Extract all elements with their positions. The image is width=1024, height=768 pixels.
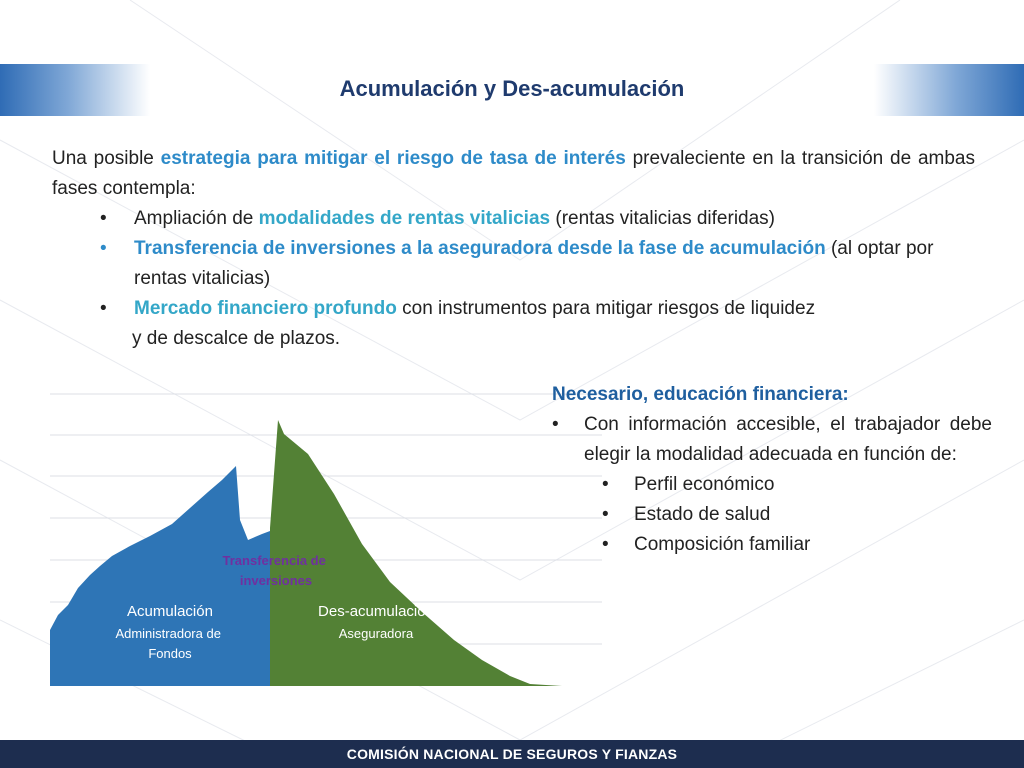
list-item bbox=[100, 294, 976, 324]
accumulation-diagram bbox=[50, 390, 610, 690]
intro-text: Una posible bbox=[52, 148, 161, 169]
financial-education-panel bbox=[552, 380, 992, 560]
intro-paragraph bbox=[52, 144, 975, 204]
list-item bbox=[602, 470, 992, 500]
list-item bbox=[100, 234, 976, 294]
accumulation-sublabel-line: Administradora de bbox=[115, 626, 221, 641]
list-item bbox=[552, 410, 992, 470]
bullet-icon: • bbox=[602, 504, 609, 525]
transfer-label-line: inversiones bbox=[239, 573, 313, 588]
list-item bbox=[602, 530, 992, 560]
intro-rest: prevaleciente en la transición de ambas fases contempla: bbox=[52, 148, 975, 199]
accumulation-label: Acumulación bbox=[127, 603, 213, 620]
bullet-highlight: Mercado financiero profundo bbox=[134, 298, 397, 319]
bullet-highlight: modalidades de rentas vitalicias bbox=[258, 208, 551, 229]
bullet-text: con instrumentos para mitigar riesgos de liquidez bbox=[396, 298, 816, 319]
factor-list bbox=[552, 470, 992, 560]
list-item bbox=[602, 500, 992, 530]
factor-text: Composición familiar bbox=[634, 534, 811, 555]
accumulation-sublabel-line: Fondos bbox=[148, 646, 192, 661]
bullet-text: (rentas vitalicias diferidas) bbox=[550, 208, 776, 229]
transfer-label-line: Transferencia de bbox=[222, 553, 326, 568]
bullet-continuation: y de descalce de plazos. bbox=[132, 328, 341, 349]
bullet-text: Con información accesible, el trabajador debe elegir la modalidad adecuada en función de: bbox=[584, 414, 992, 465]
footer-bar: COMISIÓN NACIONAL DE SEGUROS Y FIANZAS bbox=[0, 740, 1024, 768]
panel-heading: Necesario, educación financiera: bbox=[552, 384, 849, 405]
bullet-text: (al optar por rentas vitalicias) bbox=[134, 238, 934, 289]
list-item bbox=[100, 204, 976, 234]
bullet-highlight: Transferencia de inversiones a la aseguradora desde la fase de acumulación bbox=[134, 238, 826, 259]
decumulation-label: Des-acumulación bbox=[318, 603, 434, 620]
bullet-icon: • bbox=[100, 208, 107, 229]
factor-text: Perfil económico bbox=[634, 474, 775, 495]
decumulation-sublabel: Aseguradora bbox=[338, 626, 414, 641]
bullet-icon: • bbox=[100, 298, 107, 319]
bullet-icon: • bbox=[602, 534, 609, 555]
bullet-text: Ampliación de bbox=[134, 208, 259, 229]
factor-text: Estado de salud bbox=[634, 504, 771, 525]
bullet-icon: • bbox=[100, 238, 107, 259]
strategy-list bbox=[100, 204, 976, 324]
bullet-icon: • bbox=[552, 414, 559, 435]
bullet-icon: • bbox=[602, 474, 609, 495]
slide-title: Acumulación y Des-acumulación bbox=[339, 76, 685, 101]
intro-highlight: estrategia para mitigar el riesgo de tasa de interés bbox=[160, 148, 626, 169]
